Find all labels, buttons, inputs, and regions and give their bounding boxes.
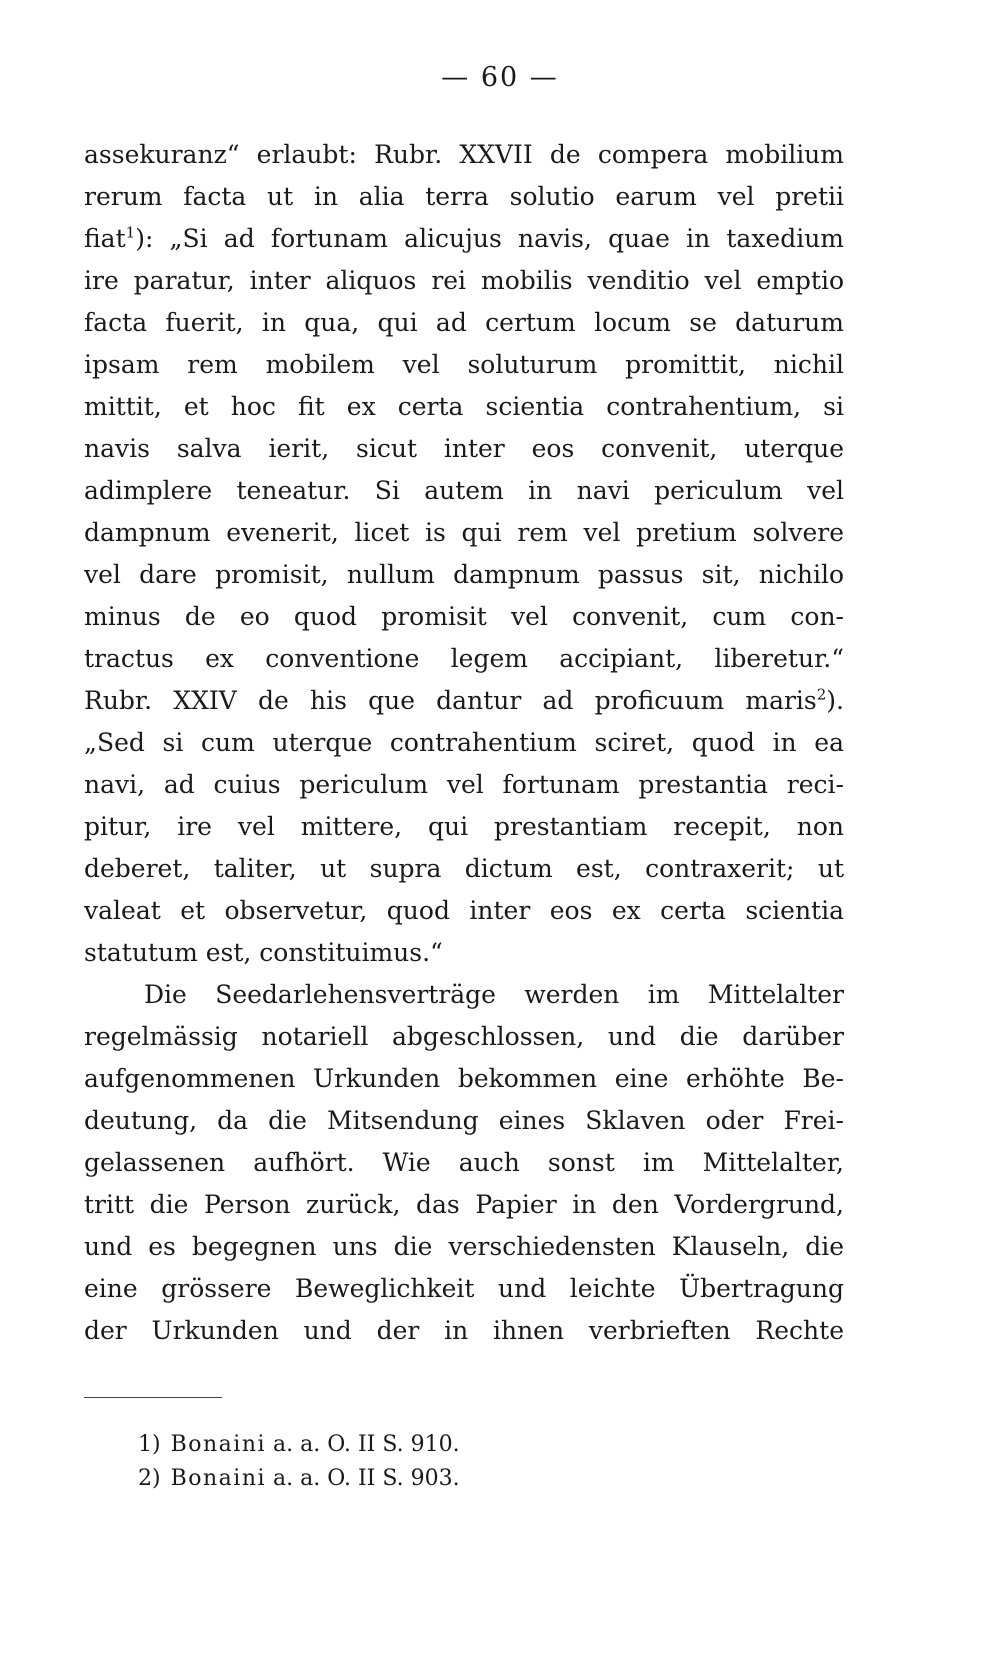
text-line (84, 680, 844, 722)
text-line (84, 218, 844, 260)
text-line: aufgenommenen Urkunden bekommen eine erhöhte Be- (84, 1064, 844, 1093)
text-segment: fiat (84, 224, 126, 253)
text-line: deberet, taliter, ut supra dictum est, contraxerit; ut (84, 854, 844, 883)
text-segment: ). (826, 686, 844, 715)
text-line: navi, ad cuius periculum vel fortunam prestantia reci- (84, 770, 844, 799)
text-line: vel dare promisit, nullum dampnum passus sit, nichilo (84, 560, 844, 589)
text-line: navis salva ierit, sicut inter eos convenit, uterque (84, 434, 844, 463)
text-line: eine grössere Beweglichkeit und leichte Übertragung (84, 1274, 844, 1303)
text-line: pitur, ire vel mittere, qui prestantiam recepit, non (84, 812, 844, 841)
text-line: regelmässig notariell abgeschlossen, und die darüber (84, 1022, 844, 1051)
text-line: tractus ex conventione legem accipiant, liberetur.“ (84, 644, 844, 673)
footnote-mark: 2) (138, 1466, 161, 1491)
footnote (138, 1462, 460, 1496)
text-line: statutum est, constituimus.“ (84, 938, 443, 967)
text-segment: Rubr. XXIV de his que dantur ad proficuum maris (84, 686, 817, 715)
text-line: facta fuerit, in qua, qui ad certum locum se daturum (84, 308, 844, 337)
text-line: ipsam rem mobilem vel soluturum promittit, nichil (84, 350, 844, 379)
footnote-source: Bonaini (170, 1466, 267, 1491)
text-line: dampnum evenerit, licet is qui rem vel pretium solvere (84, 518, 844, 547)
footnote-reference: a. a. O. II S. 910. (273, 1432, 460, 1457)
footnotes (138, 1428, 460, 1496)
footnote-divider (84, 1397, 222, 1398)
text-line: minus de eo quod promisit vel convenit, cum con- (84, 602, 844, 631)
text-line: „Sed si cum uterque contrahentium sciret, quod in ea (84, 728, 844, 757)
text-line: adimplere teneatur. Si autem in navi periculum vel (84, 476, 844, 505)
text-line: mittit, et hoc fit ex certa scientia contrahentium, si (84, 392, 844, 421)
text-line: tritt die Person zurück, das Papier in den Vordergrund, (84, 1190, 844, 1219)
text-line: deutung, da die Mitsendung eines Sklaven oder Frei- (84, 1106, 844, 1135)
text-segment: ): „Si ad fortunam alicujus navis, quae in taxedium (135, 224, 844, 253)
text-line: ire paratur, inter aliquos rei mobilis venditio vel emptio (84, 266, 844, 295)
text-line: valeat et observetur, quod inter eos ex certa scientia (84, 896, 844, 925)
text-line: assekuranz“ erlaubt: Rubr. XXVII de compera mobilium (84, 140, 844, 169)
footnote-marker: 1 (125, 223, 136, 242)
footnote-marker: 2 (816, 685, 827, 704)
footnote-mark: 1) (138, 1432, 161, 1457)
footnote (138, 1428, 460, 1462)
text-line: und es begegnen uns die verschiedensten Klauseln, die (84, 1232, 844, 1261)
text-line: der Urkunden und der in ihnen verbrieften Rechte (84, 1316, 844, 1345)
paragraph-first-line: Die Seedarlehensverträge werden im Mittelalter (144, 980, 844, 1009)
text-line: gelassenen aufhört. Wie auch sonst im Mittelalter, (84, 1148, 844, 1177)
text-line: rerum facta ut in alia terra solutio earum vel pretii (84, 182, 844, 211)
page-number: — 60 — (441, 62, 559, 93)
footnote-source: Bonaini (170, 1432, 267, 1457)
footnote-reference: a. a. O. II S. 903. (273, 1466, 460, 1491)
